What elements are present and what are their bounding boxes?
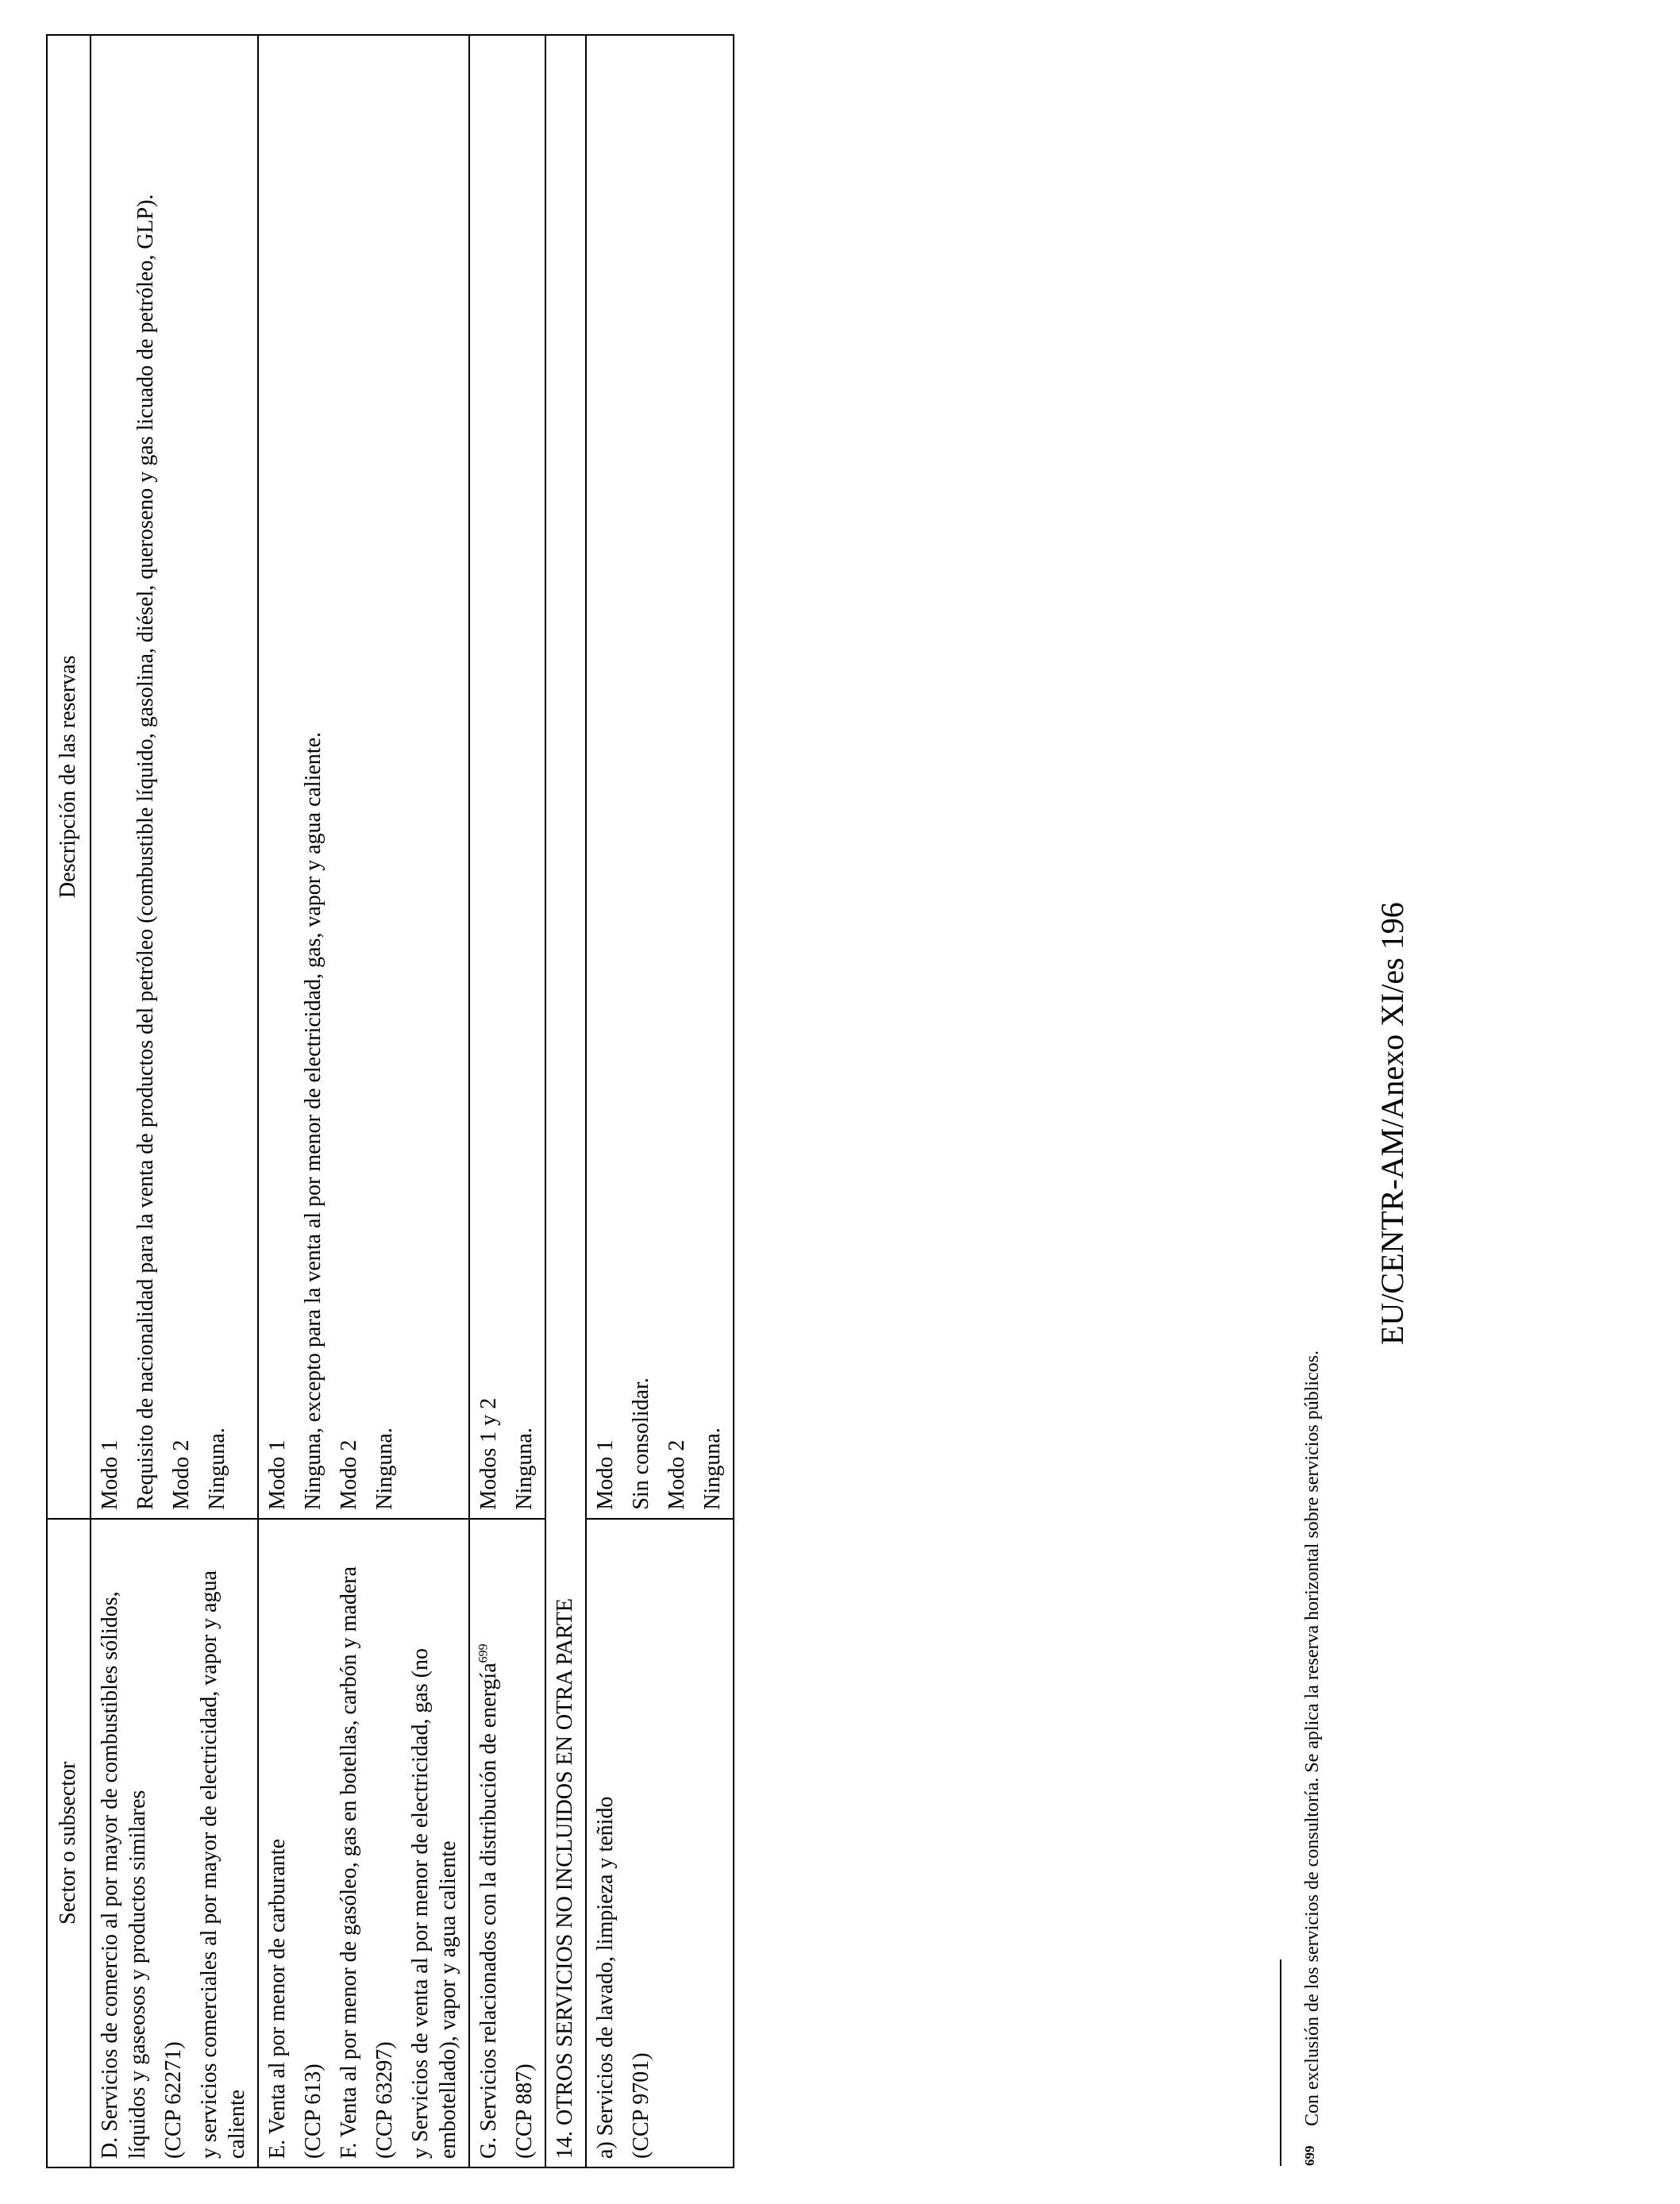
reservation-text: Ninguna. [205,1428,229,1510]
sector-cell [469,1519,545,2167]
mode-label: Modo 1 [265,1439,290,1510]
sector-text: D. Servicios de comercio al por mayor de combustibles sólidos, líquidos y gaseosos y productos similares [98,1591,150,2159]
table-row [91,35,258,2167]
table-row [469,35,545,2167]
section-title: 14. OTROS SERVICIOS NO INCLUIDOS EN OTRA PARTE [545,35,586,2167]
section-header-row [545,35,586,2167]
description-cell [258,35,469,1519]
description-cell [469,35,545,1519]
description-cell [91,35,258,1519]
sector-text: E. Venta al por menor de carburante [265,1839,290,2159]
sector-text: y servicios comerciales al por mayor de electricidad, vapor y agua caliente [197,1570,249,2159]
footnote-separator [1280,1959,1281,2166]
table-header-row [47,35,91,2167]
table-row [258,35,469,2167]
reservation-text: Sin consolidar. [629,1378,653,1510]
header-description: Descripción de las reservas [47,35,91,1519]
footnote-text: Con exclusión de los servicios de consultoría. Se aplica la reserva horizontal sobre servicios públicos. [1302,1350,1323,2126]
reservations-table [46,34,734,2168]
sector-text: F. Venta al por menor de gasóleo, gas en botellas, carbón y madera [337,1566,361,2159]
sector-code: (CCP 62271) [161,2041,186,2159]
sector-code: (CCP 9701) [629,2052,653,2159]
reservation-text: Ninguna. [512,1428,537,1510]
sector-code: (CCP 887) [512,2063,537,2159]
sector-main-text: G. Servicios relacionados con la distribución de energía [476,1663,501,2159]
document-identifier: EU/CENTR-AM/Anexo XI/es 196 [1374,902,1410,1345]
footnote [1302,1351,1324,2166]
mode-label: Modo 2 [665,1439,689,1510]
sector-cell [586,1519,734,2167]
footnote-reference: 699 [476,1643,491,1663]
sector-text: y Servicios de venta al por menor de electricidad, gas (no embotellado), vapor y agua caliente [408,1648,460,2159]
sector-cell [258,1519,469,2167]
sector-code: (CCP 613) [301,2063,326,2159]
sector-text [475,1528,503,2159]
sector-text: a) Servicios de lavado, limpieza y teñido [593,1796,618,2159]
mode-label: Modos 1 y 2 [476,1397,501,1510]
sector-code: (CCP 63297) [372,2041,397,2159]
mode-label: Modo 2 [169,1439,194,1510]
reservation-text: Ninguna. [700,1428,725,1510]
footnote-number: 699 [1302,2145,1317,2166]
mode-label: Modo 2 [337,1439,361,1510]
header-sector: Sector o subsector [47,1519,91,2167]
mode-label: Modo 1 [98,1439,122,1510]
reservation-text: Ninguna. [372,1428,397,1510]
description-cell [586,35,734,1519]
reservation-text: Requisito de nacionalidad para la venta de productos del petróleo (combustible líquido, gasolina, diésel, queroseno y gas licuado de petróleo, GLP). [133,194,158,1510]
sector-cell [91,1519,258,2167]
mode-label: Modo 1 [593,1439,618,1510]
table-row [586,35,734,2167]
reservation-text: Ninguna, excepto para la venta al por menor de electricidad, gas, vapor y agua caliente. [301,732,326,1510]
